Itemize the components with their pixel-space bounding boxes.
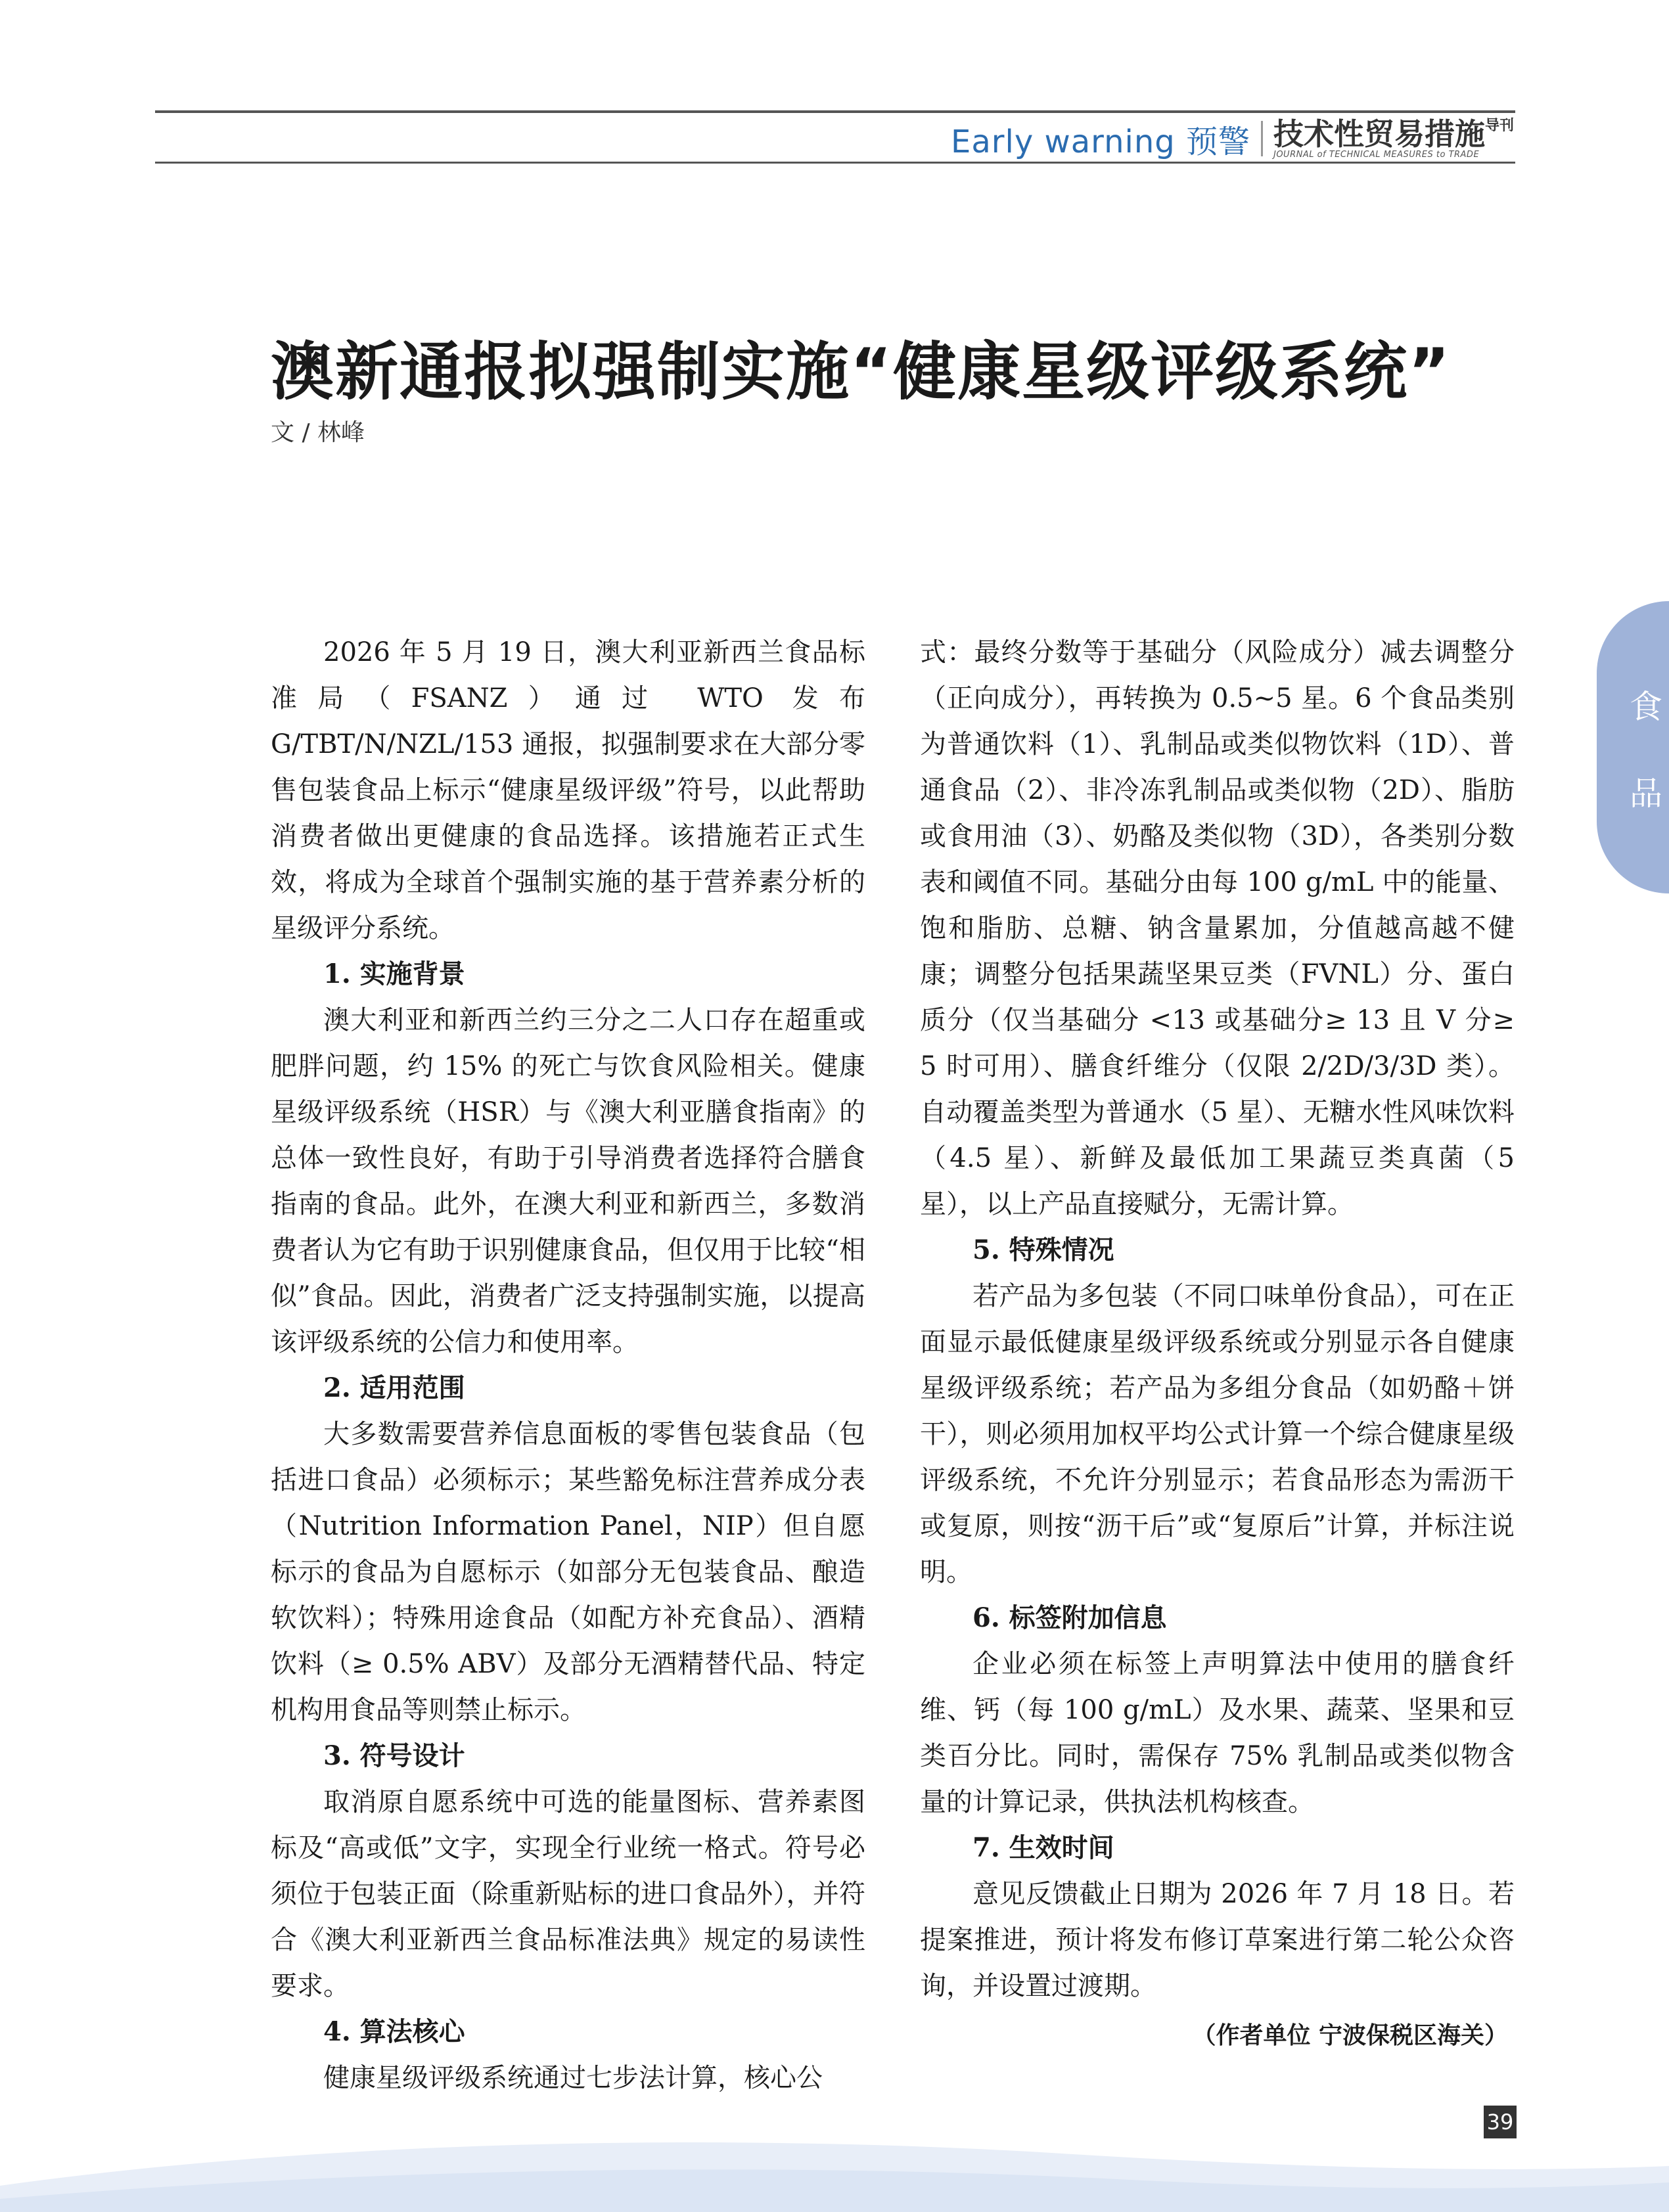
running-header bbox=[951, 118, 1514, 159]
section-4-body-start: 健康星级评级系统通过七步法计算，核心公 bbox=[323, 2063, 823, 2093]
section-6-body: 企业必须在标签上声明算法中使用的膳食纤维、钙（每 100 g/mL）及水果、蔬菜、坚果和豆类百分比。同时，需保存 75% 乳制品或类似物含量的计算记录，供执法机构核查。 bbox=[920, 1649, 1515, 1817]
journal-name-cn bbox=[1273, 116, 1514, 152]
header-separator bbox=[1261, 121, 1263, 156]
header-bottom-rule bbox=[155, 162, 1515, 164]
footer-wave-decoration bbox=[0, 2127, 1669, 2212]
header-top-rule bbox=[155, 110, 1515, 113]
journal-name-suffix: 导刊 bbox=[1484, 117, 1514, 134]
journal-logo bbox=[1273, 116, 1514, 160]
section-1-body: 澳大利亚和新西兰约三分之二人口存在超重或肥胖问题，约 15% 的死亡与饮食风险相关。健康星级评级系统（HSR）与《澳大利亚膳食指南》的总体一致性良好，有助于引导消费者选择符合膳食指南的食品。此外，在澳大利亚和新西兰，多数消费者认为它有助于识别健康食品，但仅用于比较“相似”食品。因此，消费者广泛支持强制实施，以提高该评级系统的公信力和使用率。 bbox=[271, 1005, 865, 1357]
left-column bbox=[271, 629, 865, 2101]
journal-name-en: JOURNAL of TECHNICAL MEASURES to TRADE bbox=[1273, 149, 1480, 160]
section-side-tab bbox=[1597, 601, 1669, 893]
section-1-heading: 1. 实施背景 bbox=[323, 959, 465, 989]
section-5-heading: 5. 特殊情况 bbox=[972, 1234, 1114, 1265]
section-3-heading: 3. 符号设计 bbox=[323, 1740, 465, 1771]
journal-name-main: 技术性贸易措施 bbox=[1273, 116, 1485, 152]
section-3-body: 取消原自愿系统中可选的能量图标、营养素图标及“高或低”文字，实现全行业统一格式。符号必须位于包装正面（除重新贴标的进口食品外），并符合《澳大利亚新西兰食品标准法典》规定的易读性要求。 bbox=[271, 1787, 865, 2001]
section-6-heading: 6. 标签附加信息 bbox=[972, 1602, 1167, 1633]
section-2-heading: 2. 适用范围 bbox=[323, 1372, 465, 1403]
article-byline: 文 / 林峰 bbox=[271, 419, 365, 446]
intro-paragraph: 2026 年 5 月 19 日，澳大利亚新西兰食品标准局（FSANZ）通过 WTO 发布 G/TBT/N/NZL/153 通报，拟强制要求在大部分零售包装食品上标示“健康星级评级”符号，以此帮助消费者做出更健康的食品选择。该措施若正式生效，将成为全球首个强制实施的基于营养素分析的星级评分系统。 bbox=[271, 637, 865, 943]
section-7-heading: 7. 生效时间 bbox=[972, 1832, 1114, 1863]
right-column bbox=[920, 629, 1515, 2059]
section-5-body: 若产品为多包装（不同口味单份食品），可在正面显示最低健康星级评级系统或分别显示各自健康星级评级系统；若产品为多组分食品（如奶酪＋饼干），则必须用加权平均公式计算一个综合健康星级评级系统，不允许分别显示；若食品形态为需沥干或复原，则按“沥干后”或“复原后”计算，并标注说明。 bbox=[920, 1281, 1515, 1587]
page-number: 39 bbox=[1484, 2106, 1517, 2138]
section-2-body: 大多数需要营养信息面板的零售包装食品（包括进口食品）必须标示；某些豁免标注营养成分表（Nutrition Information Panel，NIP）但自愿标示的食品为自愿标示（如部分无包装食品、酿造软饮料）；特殊用途食品（如配方补充食品）、酒精饮料（≥ 0.5% ABV）及部分无酒精替代品、特定机构用食品等则禁止标示。 bbox=[271, 1419, 865, 1725]
section-7-body: 意见反馈截止日期为 2026 年 7 月 18 日。若提案推进，预计将发布修订草案进行第二轮公众咨询，并设置过渡期。 bbox=[920, 1879, 1515, 2001]
author-unit: （作者单位 宁波保税区海关） bbox=[1192, 2022, 1508, 2049]
side-tab-char-1: 食 bbox=[1630, 687, 1662, 726]
section-label: Early warning 预警 bbox=[951, 123, 1250, 160]
article-title: 澳新通报拟强制实施“健康星级评级系统” bbox=[271, 335, 1452, 409]
section-4-heading: 4. 算法核心 bbox=[323, 2016, 465, 2047]
section-4-body-continued: 式：最终分数等于基础分（风险成分）减去调整分（正向成分），再转换为 0.5~5 星。6 个食品类别为普通饮料（1）、乳制品或类似物饮料（1D）、普通食品（2）、非冷冻乳制品或类似物（2D）、脂肪或食用油（3）、奶酪及类似物（3D），各类别分数表和阈值不同。基础分由每 100 g/mL 中的能量、饱和脂肪、总糖、钠含量累加，分值越高越不健康；调整分包括果蔬坚果豆类（FVNL）分、蛋白质分（仅当基础分 <13 或基础分≥ 13 且 V 分≥ 5 时可用）、膳食纤维分（仅限 2/2D/3/3D 类）。自动覆盖类型为普通水（5 星）、无糖水性风味饮料（4.5 星）、新鲜及最低加工果蔬豆类真菌（5 星），以上产品直接赋分，无需计算。 bbox=[920, 637, 1515, 1219]
side-tab-char-2: 品 bbox=[1630, 774, 1662, 813]
